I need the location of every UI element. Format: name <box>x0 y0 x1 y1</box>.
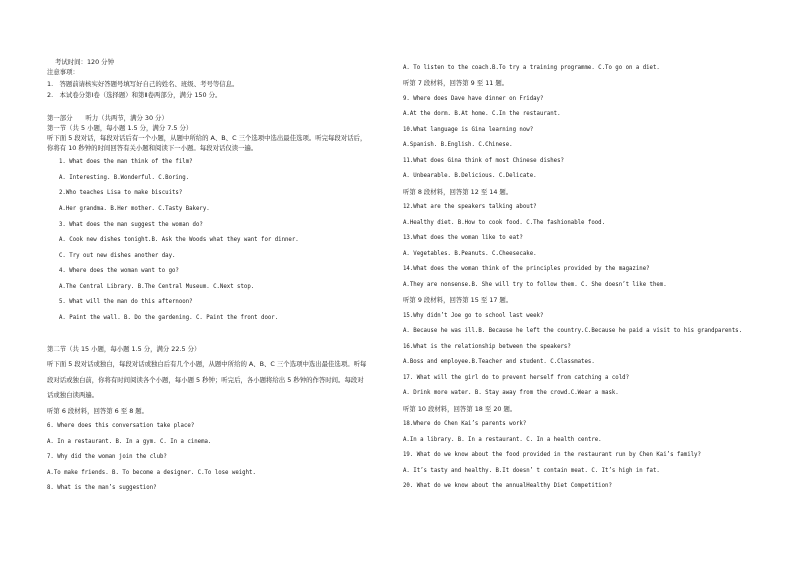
left-column-line: 第二节（共 15 小题，每小题 1.5 分，满分 22.5 分） <box>47 345 201 353</box>
right-column-line: 12.What are the speakers talking about? <box>403 204 537 210</box>
right-column-line: 16.What is the relationship between the speakers? <box>403 344 571 350</box>
left-column-line: A. Paint the wall. B. Do the gardening. C. Paint the front door. <box>59 315 279 321</box>
left-column-line: 话或独白读两遍。 <box>47 391 99 399</box>
right-column-line: A. Unbearable. B.Delicious. C.Delicate. <box>403 173 537 179</box>
left-column-line: 注意事项： <box>47 68 79 76</box>
right-column-line: 11.What does Gina think of most Chinese dishes? <box>403 158 564 164</box>
left-column-line: 第一节（共 5 小题，每小题 1.5 分，满分 7.5 分） <box>47 124 193 132</box>
left-column-line: C. Try out new dishes another day. <box>59 253 176 259</box>
left-column-line: 第一部分 听力（共两节，满分 30 分） <box>47 114 168 122</box>
left-column-line: 7. Why did the woman join the club? <box>47 454 167 460</box>
right-column-line: 13.What does the woman like to eat? <box>403 235 523 241</box>
right-column-line: A.Boss and employee.B.Teacher and student. C.Classmates. <box>403 359 595 365</box>
left-column-line: A.To make friends. B. To become a designer. C.To lose weight. <box>47 470 256 476</box>
left-column-line: 2. 本试卷分第Ⅰ卷（选择题）和第Ⅱ卷两部分，满分 150 分。 <box>47 91 222 99</box>
left-column-line: A. Interesting. B.Wonderful. C.Boring. <box>59 175 190 181</box>
right-column-line: 听第 8 段材料，回答第 12 至 14 题。 <box>403 188 513 196</box>
right-column-line: A.Spanish. B.English. C.Chinese. <box>403 142 513 148</box>
right-column-line: 听第 10 段材料，回答第 18 至 20 题。 <box>403 405 517 413</box>
right-column-line: 20. What do we know about the annualHealthy Diet Competition? <box>403 483 612 489</box>
right-column-line: 听第 7 段材料，回答第 9 至 11 题。 <box>403 79 509 87</box>
right-column-line: 17. What will the girl do to prevent herself from catching a cold? <box>403 375 629 381</box>
right-column-line: A.They are nonsense.B. She will try to follow them. C. She doesn’t like them. <box>403 282 667 288</box>
left-column-line: 2.Who teaches Lisa to make biscuits? <box>59 190 183 196</box>
right-column-line: A. Because he was ill.B. Because he left the country.C.Because he paid a visit to his grandparents. <box>403 328 742 334</box>
left-column-line: 4. Where does the woman want to go? <box>59 268 179 274</box>
left-column-line: A. Cook new dishes tonight.B. Ask the Woods what they want for dinner. <box>59 237 299 243</box>
left-column-line: 3. What does the man suggest the woman do? <box>59 222 203 228</box>
right-column-line: 14.What does the woman think of the principles provided by the magazine? <box>403 266 650 272</box>
right-column-line: A. Vegetables. B.Peanuts. C.Cheesecake. <box>403 251 537 257</box>
left-column-line: 6. Where does this conversation take place? <box>47 423 195 429</box>
right-column-line: 听第 9 段材料，回答第 15 至 17 题。 <box>403 296 513 304</box>
right-column-line: 9. Where does Dave have dinner on Friday? <box>403 96 544 102</box>
left-column-line: 听下面 5 段对话，每段对话后有一个小题，从题中所给的 A、B、C 三个选项中选出最佳选项。听完每段对话后， <box>47 134 367 142</box>
right-column-line: 10.What language is Gina learning now? <box>403 127 534 133</box>
left-column-line: 听第 6 段材料，回答第 6 至 8 题。 <box>47 407 149 415</box>
left-column-line: 段对话或独白前，你将有时间阅读各个小题，每小题 5 秒钟；听完后，各小题将给出 5 秒钟的作答时间。每段对 <box>47 376 364 384</box>
left-column-line: 考试时间：120 分钟 <box>55 58 114 66</box>
right-column-line: 19. What do we know about the food provided in the restaurant run by Chen Kai’s family? <box>403 452 701 458</box>
left-column-line: 你将有 10 秒钟的时间回答有关小题和阅读下一小题。每段对话仅读一遍。 <box>47 144 258 152</box>
right-column-line: A.Healthy diet. B.How to cook food. C.The fashionable food. <box>403 220 606 226</box>
left-column-line: 8. What is the man’s suggestion? <box>47 485 157 491</box>
left-column-line: 1. 答题前请核实好答题号填写好自己的姓名、班级、考号等信息。 <box>47 80 239 88</box>
left-column-line: A.Her grandma. B.Her mother. C.Tasty Bakery. <box>59 206 210 212</box>
left-column-line: 1. What does the man think of the film? <box>59 159 193 165</box>
right-column-line: A. Drink more water. B. Stay away from the crowd.C.Wear a mask. <box>403 390 619 396</box>
right-column-line: A. It’s tasty and healthy. B.It doesn’ t contain meat. C. It’s high in fat. <box>403 468 660 474</box>
left-column-line: 听下面 5 段对话或独白，每段对话或独白后有几个小题，从题中所给的 A、B、C 三个选项中选出最佳选项。听每 <box>47 360 367 368</box>
right-column-line: 15.Why didn’t Joe go to school last week? <box>403 313 544 319</box>
left-column-line: A. In a restaurant. B. In a gym. C. In a cinema. <box>47 439 212 445</box>
right-column-line: A.At the dorm. B.At home. C.In the restaurant. <box>403 111 561 117</box>
right-column-line: A. To listen to the coach.B.To try a training programme. C.To go on a diet. <box>403 65 660 71</box>
right-column-line: 18.Where do Chen Kai’s parents work? <box>403 421 527 427</box>
right-column-line: A.In a library. B. In a restaurant. C. In a health centre. <box>403 437 602 443</box>
left-column-line: A.The Central Library. B.The Central Museum. C.Next stop. <box>59 284 255 290</box>
left-column-line: 5. What will the man do this afternoon? <box>59 299 193 305</box>
